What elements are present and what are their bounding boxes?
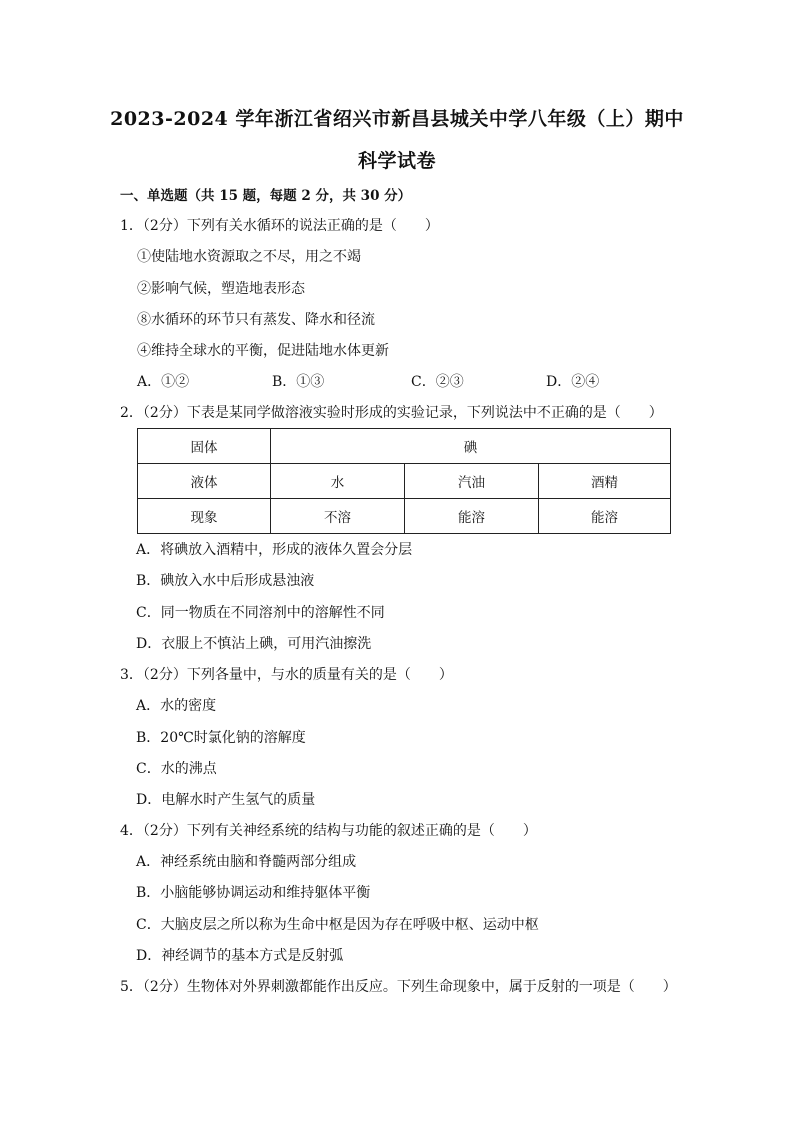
q1-choice-d: D．②④ (546, 374, 600, 390)
q2-option-c: C．同一物质在不同溶剂中的溶解性不同 (136, 605, 385, 621)
q2-option-d: D．衣服上不慎沾上碘，可用汽油擦洗 (136, 636, 372, 652)
table-row (138, 429, 671, 464)
table-cell-solid-value: 碘 (271, 429, 671, 464)
q3-option-b: B．20℃时氯化钠的溶解度 (136, 730, 306, 746)
question-3-stem: 3．（2分）下列各量中，与水的质量有关的是（ ） (120, 667, 453, 683)
q1-statement-1: ①使陆地水资源取之不尽，用之不竭 (137, 249, 361, 265)
q3-option-a: A．水的密度 (136, 698, 217, 714)
table-cell-solid-label: 固体 (138, 429, 271, 464)
exam-title-line2: 科学试卷 (357, 150, 436, 172)
table-row (138, 464, 671, 499)
q1-choice-a: A．①② (137, 374, 190, 390)
table-cell-liquid-gasoline: 汽油 (405, 464, 539, 499)
q4-option-a: A．神经系统由脑和脊髓两部分组成 (136, 854, 357, 870)
table-cell-liquid-water: 水 (271, 464, 405, 499)
q2-option-b: B．碘放入水中后形成悬浊液 (136, 573, 315, 589)
q4-option-c: C．大脑皮层之所以称为生命中枢是因为存在呼吸中枢、运动中枢 (136, 917, 539, 933)
exam-title-line1: 2023-2024 学年浙江省绍兴市新昌县城关中学八年级（上）期中 (110, 108, 684, 130)
question-5-stem: 5．（2分）生物体对外界刺激都能作出反应。下列生命现象中，属于反射的一项是（ ） (120, 979, 677, 995)
section-heading: 一、单选题（共 15 题，每题 2 分，共 30 分） (120, 188, 412, 204)
question-1-stem: 1．（2分）下列有关水循环的说法正确的是（ ） (120, 218, 439, 234)
table-cell-phenomenon-label: 现象 (138, 499, 271, 534)
experiment-table (137, 428, 671, 534)
q1-choice-c: C．②③ (411, 374, 464, 390)
table-cell-liquid-alcohol: 酒精 (539, 464, 671, 499)
q1-choice-b: B．①③ (272, 374, 325, 390)
table-cell-phenomenon-alcohol: 能溶 (539, 499, 671, 534)
table-cell-liquid-label: 液体 (138, 464, 271, 499)
question-4-stem: 4．（2分）下列有关神经系统的结构与功能的叙述正确的是（ ） (120, 823, 537, 839)
q1-statement-4: ④维持全球水的平衡，促进陆地水体更新 (137, 343, 389, 359)
q4-option-b: B．小脑能够协调运动和维持躯体平衡 (136, 885, 371, 901)
q2-option-a: A．将碘放入酒精中，形成的液体久置会分层 (136, 542, 413, 558)
table-row (138, 499, 671, 534)
table-cell-phenomenon-water: 不溶 (271, 499, 405, 534)
table-cell-phenomenon-gasoline: 能溶 (405, 499, 539, 534)
q3-option-d: D．电解水时产生氢气的质量 (136, 792, 316, 808)
question-2-stem: 2．（2分）下表是某同学做溶液实验时形成的实验记录，下列说法中不正确的是（ ） (120, 405, 663, 421)
q4-option-d: D．神经调节的基本方式是反射弧 (136, 948, 344, 964)
q1-statement-2: ②影响气候，塑造地表形态 (137, 281, 305, 297)
q1-statement-3: ⑧水循环的环节只有蒸发、降水和径流 (137, 312, 375, 328)
q3-option-c: C．水的沸点 (136, 761, 217, 777)
